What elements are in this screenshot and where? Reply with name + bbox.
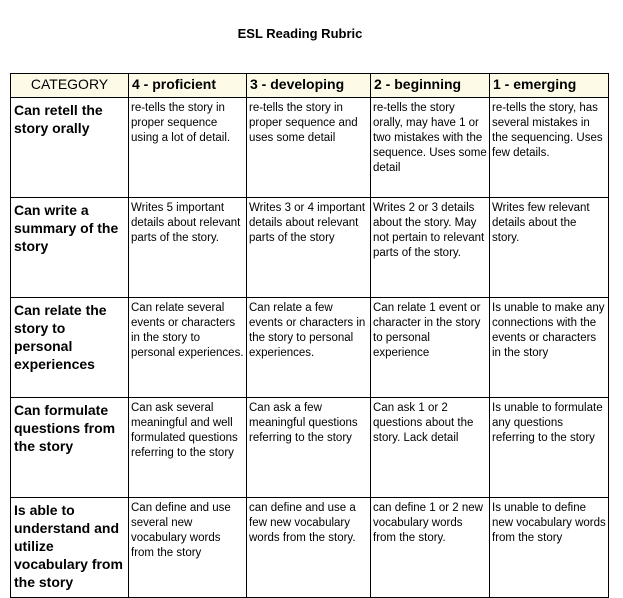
row-category: Can relate the story to personal experiences — [11, 298, 129, 398]
cell-beginning: Can ask 1 or 2 questions about the story. Lack detail — [371, 398, 490, 498]
header-row — [11, 74, 609, 98]
cell-beginning: Can relate 1 event or character in the story to personal experience — [371, 298, 490, 398]
cell-developing: can define and use a few new vocabulary words from the story. — [247, 498, 371, 598]
cell-beginning: can define 1 or 2 new vocabulary words from the story. — [371, 498, 490, 598]
cell-beginning: Writes 2 or 3 details about the story. May not pertain to relevant parts of the story. — [371, 198, 490, 298]
cell-proficient: Can define and use several new vocabulary words from the story — [129, 498, 247, 598]
cell-emerging: Is unable to define new vocabulary words from the story — [490, 498, 609, 598]
cell-beginning: re-tells the story orally, may have 1 or two mistakes with the sequence. Uses some detail — [371, 98, 490, 198]
row-category: Is able to understand and utilize vocabulary from the story — [11, 498, 129, 598]
header-beginning: 2 - beginning — [371, 74, 490, 98]
cell-proficient: Can ask several meaningful and well formulated questions referring to the story — [129, 398, 247, 498]
table-row — [11, 198, 609, 298]
cell-proficient: re-tells the story in proper sequence using a lot of detail. — [129, 98, 247, 198]
table-row — [11, 398, 609, 498]
cell-developing: Can relate a few events or characters in the story to personal experiences. — [247, 298, 371, 398]
cell-emerging: Is unable to make any connections with the events or characters in the story — [490, 298, 609, 398]
cell-emerging: Writes few relevant details about the story. — [490, 198, 609, 298]
header-emerging: 1 - emerging — [490, 74, 609, 98]
table-row — [11, 298, 609, 398]
cell-developing: Can ask a few meaningful questions referring to the story — [247, 398, 371, 498]
page-title: ESL Reading Rubric — [237, 26, 363, 41]
cell-emerging: Is unable to formulate any questions referring to the story — [490, 398, 609, 498]
row-category: Can write a summary of the story — [11, 198, 129, 298]
header-category: CATEGORY — [11, 74, 129, 98]
cell-proficient: Writes 5 important details about relevant parts of the story. — [129, 198, 247, 298]
table-row — [11, 498, 609, 598]
cell-developing: re-tells the story in proper sequence and uses some detail — [247, 98, 371, 198]
header-proficient: 4 - proficient — [129, 74, 247, 98]
cell-proficient: Can relate several events or characters in the story to personal experiences. — [129, 298, 247, 398]
rubric-table — [10, 73, 609, 598]
cell-developing: Writes 3 or 4 important details about relevant parts of the story — [247, 198, 371, 298]
row-category: Can retell the story orally — [11, 98, 129, 198]
header-developing: 3 - developing — [247, 74, 371, 98]
cell-emerging: re-tells the story, has several mistakes in the sequencing. Uses few details. — [490, 98, 609, 198]
row-category: Can formulate questions from the story — [11, 398, 129, 498]
table-row — [11, 98, 609, 198]
